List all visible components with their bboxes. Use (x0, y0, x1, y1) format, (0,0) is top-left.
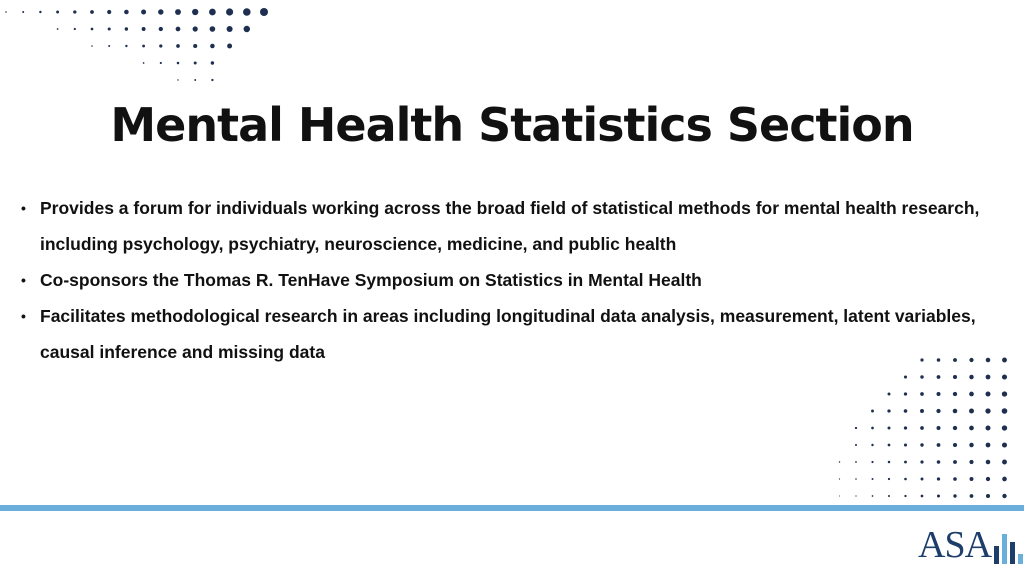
decorative-dot (839, 461, 840, 462)
decorative-dot (904, 478, 907, 481)
decorative-dot (260, 8, 268, 16)
decorative-dot (872, 495, 874, 497)
decorative-dot (888, 427, 891, 430)
decorative-dot (871, 444, 873, 446)
decorative-dot (175, 9, 181, 15)
decorative-dot (904, 495, 906, 497)
decorative-dot (986, 494, 990, 498)
decorative-dot (1002, 425, 1007, 430)
decorative-dot (985, 425, 990, 430)
bullet-text: Co-sponsors the Thomas R. TenHave Symposium on Statistics in Mental Health (40, 270, 702, 290)
decorative-dot (125, 45, 127, 47)
decorative-dot (969, 392, 974, 397)
decorative-dot (937, 443, 941, 447)
decorative-dot (108, 45, 110, 47)
decorative-dot (872, 478, 874, 480)
decorative-dot (937, 494, 940, 497)
decorative-dot (921, 495, 924, 498)
decorative-dot (953, 426, 957, 430)
decorative-dot (970, 494, 974, 498)
decorative-dot (158, 9, 163, 14)
decorative-dot (159, 44, 162, 47)
decorative-dot (192, 9, 198, 15)
bullet-list (20, 190, 980, 370)
bullet-item (20, 262, 980, 298)
decorative-dot (986, 443, 991, 448)
decorative-dot (986, 358, 991, 363)
decorative-dot (936, 426, 940, 430)
decorative-dot (855, 444, 857, 446)
decorative-dot (211, 79, 213, 81)
decorative-dot (904, 375, 907, 378)
decorative-dot (91, 45, 93, 47)
decorative-dot (227, 44, 232, 49)
decorative-dot (920, 443, 923, 446)
decorative-dot (887, 409, 890, 412)
decorative-dot (124, 10, 129, 15)
bullet-item (20, 298, 980, 370)
decorative-dot (1002, 374, 1007, 379)
decorative-dot (209, 9, 216, 16)
decorative-dot (985, 391, 990, 396)
decorative-dot (986, 460, 991, 465)
bullet-text: Facilitates methodological research in areas including longitudinal data analysis, measurement, latent variables, causal inference and missing data (40, 306, 976, 362)
decorative-dot (177, 79, 178, 80)
bar-chart-icon (993, 524, 1024, 564)
decorative-dot (888, 393, 891, 396)
decorative-dot (159, 27, 163, 31)
decorative-dot (1002, 460, 1007, 465)
decorative-dot (74, 28, 76, 30)
decorative-dot (855, 478, 857, 480)
slide-title: Mental Health Statistics Section (110, 98, 914, 152)
decorative-dot (227, 26, 233, 32)
decorative-dot (953, 494, 956, 497)
decorative-dot (839, 495, 840, 496)
decorative-dot (244, 26, 250, 32)
decorative-dot (73, 10, 76, 13)
decorative-dot (953, 477, 957, 481)
decorative-dot (920, 375, 923, 378)
decorative-dot (970, 477, 974, 481)
decorative-dot (1002, 442, 1007, 447)
decorative-dot (39, 11, 41, 13)
decorative-dot (1002, 477, 1007, 482)
decorative-dot (56, 11, 59, 14)
decorative-dot (937, 460, 941, 464)
decorative-dot (90, 10, 94, 14)
decorative-dot (855, 495, 856, 496)
decorative-dot (953, 375, 957, 379)
decorative-dot (888, 478, 890, 480)
decorative-dot (969, 460, 973, 464)
decorative-dot (176, 44, 180, 48)
accent-divider (0, 505, 1024, 511)
bullet-item (20, 190, 980, 262)
decorative-dot (904, 461, 907, 464)
decorative-dot (142, 27, 146, 31)
decorative-dot (936, 392, 940, 396)
decorative-dot (194, 62, 197, 65)
decorative-dot (953, 409, 958, 414)
decorative-dot (920, 409, 924, 413)
decorative-dot (904, 392, 907, 395)
decorative-dot (855, 427, 857, 429)
decorative-dot (1002, 358, 1007, 363)
decorative-dot (937, 375, 941, 379)
decorative-dot (921, 478, 924, 481)
decorative-dot (839, 478, 840, 479)
decorative-dot (160, 62, 162, 64)
decorative-dot (125, 27, 128, 30)
decorative-dot (969, 409, 974, 414)
bullet-dot-icon: • (21, 272, 26, 288)
decorative-dot (1002, 494, 1006, 498)
decorative-dot (920, 426, 924, 430)
decorative-dot-pattern-bottom-right (780, 350, 1024, 510)
decorative-dot (5, 11, 7, 13)
decorative-dot-pattern-top-left (0, 0, 280, 110)
decorative-dot (177, 62, 180, 65)
decorative-dot (193, 44, 197, 48)
decorative-dot (969, 426, 974, 431)
decorative-dot (855, 461, 857, 463)
decorative-dot (871, 427, 874, 430)
decorative-dot (953, 392, 957, 396)
asa-logo-text: ASA (918, 524, 992, 566)
decorative-dot (22, 11, 24, 13)
decorative-dot (194, 79, 196, 81)
bullet-dot-icon: • (21, 308, 26, 324)
decorative-dot (108, 27, 111, 30)
decorative-dot (871, 461, 873, 463)
decorative-dot (57, 28, 59, 30)
decorative-dot (210, 26, 216, 32)
decorative-dot (904, 409, 908, 413)
decorative-dot (871, 410, 874, 413)
decorative-dot (143, 62, 145, 64)
decorative-dot (986, 477, 990, 481)
decorative-dot (1002, 408, 1008, 414)
asa-logo (918, 520, 1024, 564)
decorative-dot (904, 443, 907, 446)
decorative-dot (141, 9, 146, 14)
decorative-dot (1002, 391, 1007, 396)
decorative-dot (211, 61, 214, 64)
decorative-dot (91, 28, 94, 31)
decorative-dot (986, 375, 991, 380)
decorative-dot (193, 26, 198, 31)
decorative-dot (142, 45, 145, 48)
decorative-dot (937, 477, 940, 480)
bullet-dot-icon: • (21, 200, 26, 216)
decorative-dot (904, 426, 907, 429)
decorative-dot (920, 460, 923, 463)
decorative-dot (210, 44, 215, 49)
decorative-dot (969, 375, 973, 379)
decorative-dot (920, 392, 924, 396)
decorative-dot (888, 461, 891, 464)
bullet-text: Provides a forum for individuals working across the broad field of statistical methods for mental health research, including psychology, psychiatry, neuroscience, medicine, and public health (40, 198, 980, 254)
decorative-dot (969, 443, 973, 447)
decorative-dot (888, 444, 891, 447)
decorative-dot (176, 27, 181, 32)
decorative-dot (226, 8, 233, 15)
decorative-dot (953, 443, 957, 447)
decorative-dot (243, 8, 251, 16)
decorative-dot (107, 10, 111, 14)
decorative-dot (953, 460, 957, 464)
decorative-dot (936, 409, 940, 413)
decorative-dot (888, 495, 890, 497)
decorative-dot (985, 408, 990, 413)
